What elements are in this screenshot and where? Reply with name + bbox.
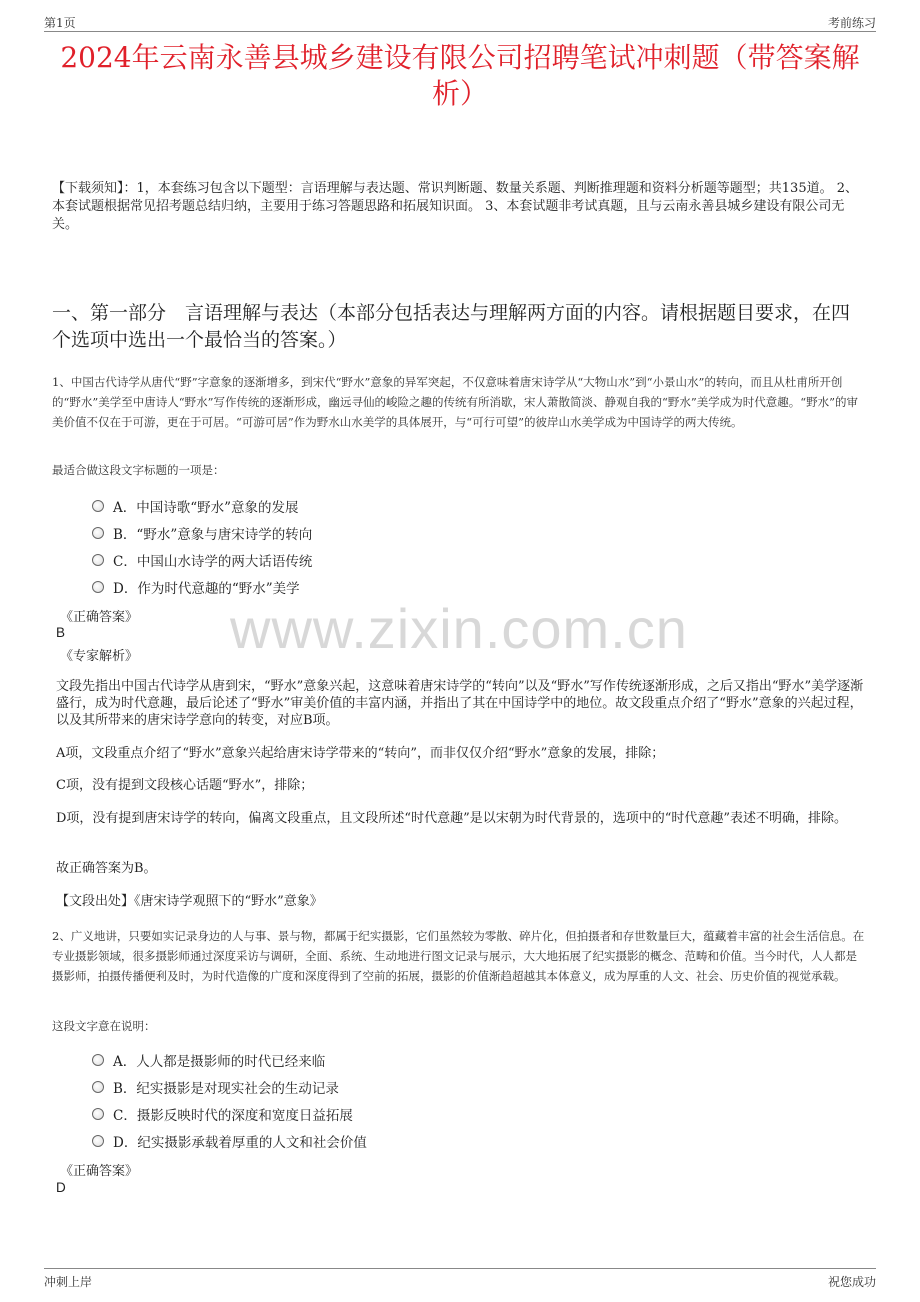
document-title: 2024年云南永善县城乡建设有限公司招聘笔试冲刺题（带答案解析） bbox=[60, 41, 860, 110]
question-2-options bbox=[92, 1046, 367, 1154]
question-1-answer: B bbox=[56, 625, 66, 640]
question-2-option-b[interactable] bbox=[92, 1073, 367, 1100]
question-1-analysis-p5: 故正确答案为B。 bbox=[56, 861, 157, 876]
option-label: B．“野水”意象与唐宋诗学的转向 bbox=[113, 526, 313, 543]
option-label: D．作为时代意趣的“野水”美学 bbox=[113, 580, 300, 597]
radio-icon[interactable] bbox=[92, 527, 104, 539]
section-heading: 一、第一部分 言语理解与表达（本部分包括表达与理解两方面的内容。请根据题目要求，在四个选项中选出一个最恰当的答案。） bbox=[52, 302, 851, 351]
radio-icon[interactable] bbox=[92, 1108, 104, 1120]
question-1-analysis-p4: D项，没有提到唐宋诗学的转向，偏离文段重点，且文段所述“时代意趣”是以宋朝为时代背景的，选项中的“时代意趣”表述不明确，排除。 bbox=[56, 811, 848, 826]
question-2-option-a[interactable] bbox=[92, 1046, 367, 1073]
question-1-analysis-p3: C项，没有提到文段核心话题“野水”，排除； bbox=[56, 778, 314, 793]
question-1-analysis-p1: 文段先指出中国古代诗学从唐到宋，“野水”意象兴起，这意味着唐宋诗学的“转向”以及“野水”写作传统逐渐形成，之后又指出“野水”美学逐渐盛行，成为时代意趣，最后论述了“野水”审美价值的丰富内涵，并指出了其在中国诗学中的地位。故文段重点介绍了“野水”意象的兴起过程，以及其所带来的唐宋诗学意向的转变，对应B项。 bbox=[56, 679, 864, 728]
question-1-option-c[interactable] bbox=[92, 546, 312, 573]
footer-left-text: 冲刺上岸 bbox=[44, 1275, 93, 1289]
header-label: 考前练习 bbox=[827, 16, 876, 30]
page-number: 第1页 bbox=[44, 16, 76, 30]
page-footer bbox=[44, 1268, 876, 1292]
question-1-stem: 1、中国古代诗学从唐代“野”字意象的逐渐增多，到宋代“野水”意象的异军突起，不仅意味着唐宋诗学从“大物山水”到“小景山水”的转向，而且从杜甫所开创的“野水”美学至中唐诗人“野水”写作传统的逐渐形成，幽远寻仙的峻险之趣的传统有所消歇，宋人萧散简淡、静观自我的“野水”美学成为时代意趣。“野水”的审美价值不仅在于可游，更在于可居。“可游可居”作为野水山水美学的具体展开，与“可行可望”的彼岸山水美学成为中国诗学的两大传统。 bbox=[52, 375, 859, 429]
option-label: A．人人都是摄影师的时代已经来临 bbox=[113, 1053, 326, 1070]
radio-icon[interactable] bbox=[92, 554, 104, 566]
watermark: www.zixin.com.cn bbox=[230, 597, 688, 660]
question-1-option-b[interactable] bbox=[92, 519, 312, 546]
question-1-analysis-label: 《专家解析》 bbox=[60, 649, 139, 664]
question-2-option-d[interactable] bbox=[92, 1127, 367, 1154]
question-2-option-c[interactable] bbox=[92, 1100, 367, 1127]
question-1-options bbox=[92, 492, 312, 600]
question-2-stem: 2、广义地讲，只要如实记录身边的人与事、景与物，都属于纪实摄影，它们虽然较为零散、碎片化，但拍摄者和存世数量巨大，蕴藏着丰富的社会生活信息。在专业摄影领域，很多摄影师通过深度采访与调研，全面、系统、生动地进行图文记录与展示，大大地拓展了纪实摄影的概念、范畴和价值。当今时代，人人都是摄影师，拍摄传播便利及时，为时代造像的广度和深度得到了空前的拓展，摄影的价值渐趋超越其本体意义，成为厚重的人文、社会、历史价值的视觉承载。 bbox=[52, 929, 865, 983]
option-label: B．纪实摄影是对现实社会的生动记录 bbox=[113, 1080, 339, 1097]
question-1-option-a[interactable] bbox=[92, 492, 312, 519]
question-1-answer-label: 《正确答案》 bbox=[60, 610, 139, 625]
question-2-answer-label: 《正确答案》 bbox=[60, 1164, 139, 1179]
radio-icon[interactable] bbox=[92, 581, 104, 593]
option-label: C．中国山水诗学的两大话语传统 bbox=[113, 553, 313, 570]
page-header bbox=[44, 10, 876, 32]
question-2-answer: D bbox=[56, 1180, 66, 1195]
radio-icon[interactable] bbox=[92, 1054, 104, 1066]
question-1-prompt: 最适合做这段文字标题的一项是： bbox=[52, 463, 225, 477]
radio-icon[interactable] bbox=[92, 1135, 104, 1147]
footer-right-text: 祝您成功 bbox=[827, 1275, 876, 1289]
option-label: C．摄影反映时代的深度和宽度日益拓展 bbox=[113, 1107, 353, 1124]
option-label: A．中国诗歌“野水”意象的发展 bbox=[113, 499, 299, 516]
download-notice: 【下载须知】：1，本套练习包含以下题型：言语理解与表达题、常识判断题、数量关系题、判断推理题和资料分析题等题型；共135道。 2、本套试题根据常见招考题总结归纳，主要用于练习答题思路和拓展知识面。 3、本套试题非考试真题，且与云南永善县城乡建设有限公司无关。 bbox=[52, 181, 858, 232]
option-label: D．纪实摄影承载着厚重的人文和社会价值 bbox=[113, 1134, 367, 1151]
question-2-prompt: 这段文字意在说明： bbox=[52, 1019, 156, 1033]
question-1-source: 【文段出处】《唐宋诗学观照下的“野水”意象》 bbox=[56, 894, 323, 909]
radio-icon[interactable] bbox=[92, 1081, 104, 1093]
question-1-analysis-p2: A项，文段重点介绍了“野水”意象兴起给唐宋诗学带来的“转向”，而非仅仅介绍“野水”意象的发展，排除； bbox=[56, 746, 665, 761]
radio-icon[interactable] bbox=[92, 500, 104, 512]
